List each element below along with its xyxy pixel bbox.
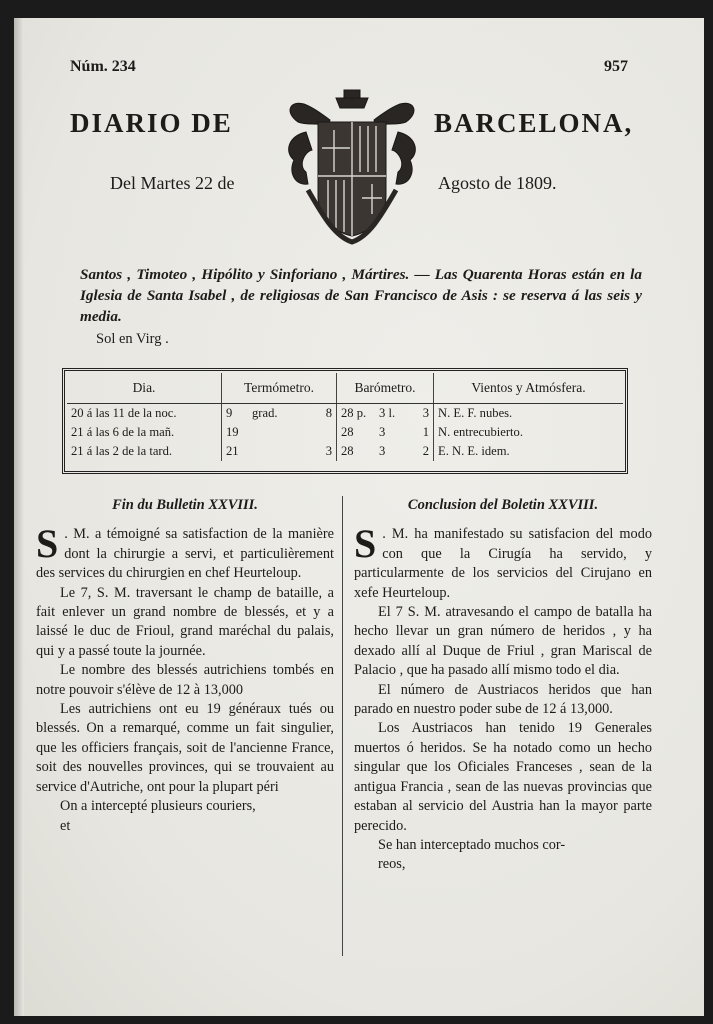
temp-cell: 9 grad. 8: [222, 404, 337, 424]
spanish-column: [354, 496, 652, 875]
wind-cell: E. N. E. idem.: [438, 444, 510, 458]
drop-cap: S: [36, 521, 59, 567]
header-barometer: Barómetro.: [337, 373, 434, 404]
day-cell: 21 á las 6 de la mañ.: [67, 423, 222, 442]
barcelona-crest-icon: [278, 86, 426, 246]
newspaper-page: [14, 18, 704, 1016]
paragraph: Le 7, S. M. traversant le champ de bataille, a fait enlever un grand nombre de blessés, et y a laissé le duc de Frioul, grand maréchal du palais, qui y a passé toute la journée.: [36, 584, 334, 659]
paragraph: On a intercepté plusieurs couriers,: [60, 798, 256, 815]
paragraph: Les autrichiens ont eu 19 généraux tués ou blessés. On a remarqué, comme un fait singulier, que les officiers français, soit de l'ancienne France, soit des nouvelles provinces, qui se trouvaient au service d'Autriche, ont pour la plupart péri: [36, 701, 334, 795]
paragraph: S . M. a témoigné sa satisfaction de la manière dont la chirurgie a servi, et particulièrement des services du chirurgien en chef Heurteloup.: [36, 521, 334, 582]
french-column: [36, 496, 334, 836]
french-heading: Fin du Bulletin XXVIII.: [112, 497, 258, 513]
masthead-title-left: DIARIO DE: [70, 108, 233, 138]
column-divider: [342, 496, 343, 956]
paragraph: S . M. ha manifestado su satisfacion del modo con que la Cirugía ha servido, y particularmente de los servicios del Cirujano en xefe Heurteloup.: [354, 521, 652, 601]
catchword: et: [60, 817, 71, 834]
sun-sign: Sol en Virg .: [96, 331, 169, 347]
day-cell: 20 á las 11 de la noc.: [67, 404, 222, 424]
date-right: Agosto de 1809.: [438, 173, 557, 193]
day-cell: 21 á las 2 de la tard.: [67, 442, 222, 461]
header-winds: Vientos y Atmósfera.: [434, 373, 624, 404]
paragraph: Se han interceptado muchos cor-: [378, 836, 566, 853]
issue-number: Núm. 234: [70, 58, 136, 75]
weather-table: [62, 368, 628, 474]
paragraph: El 7 S. M. atravesando el campo de batalla ha hecho llevar un gran número de heridos , y ha dexado allí al Duque de Friul , gran Mariscal de Palacio , que ha pasado allí mismo todo el dia.: [354, 604, 652, 679]
table-row: [67, 442, 623, 461]
wind-cell: N. entrecubierto.: [438, 425, 523, 439]
table-row: [67, 404, 623, 424]
baro-cell: 28 3 1: [337, 423, 434, 442]
date-left: Del Martes 22 de: [110, 173, 235, 193]
temp-cell: 21 3: [222, 442, 337, 461]
spanish-heading: Conclusion del Boletin XXVIII.: [407, 497, 599, 513]
temp-cell: 19: [222, 423, 337, 442]
baro-cell: 28 3 2: [337, 442, 434, 461]
catchword: reos,: [378, 856, 406, 873]
header-day: Dia.: [67, 373, 222, 404]
page-number: 957: [604, 58, 628, 75]
saints-notice: Santos , Timoteo , Hipólito y Sinforiano , Mártires. — Las Quarenta Horas están en la Iglesia de Santa Isabel , de religiosas de San Francisco de Asis : se reserva á las seis y media.: [80, 266, 642, 325]
paragraph: Le nombre des blessés autrichiens tombés en notre pouvoir s'élève de 12 à 13,000: [36, 662, 334, 698]
wind-cell: N. E. F. nubes.: [438, 406, 513, 420]
drop-cap: S: [354, 521, 377, 567]
table-row: [67, 423, 623, 442]
header-thermometer: Termómetro.: [222, 373, 337, 404]
paragraph: Los Austriacos han tenido 19 Generales muertos ó heridos. Se ha notado como un hecho singular que los Oficiales Franceses , sean de la antigua Francia , sean de las nuevas provincias que estaban al servicio del Austria han la mayor parte perecido.: [354, 720, 652, 834]
paragraph: El número de Austriacos heridos que han parado en nuestro poder sube de 12 á 13,000.: [354, 681, 652, 718]
masthead-title-right: BARCELONA,: [434, 108, 634, 138]
baro-cell: 28 p. 3 l. 3: [337, 404, 434, 424]
